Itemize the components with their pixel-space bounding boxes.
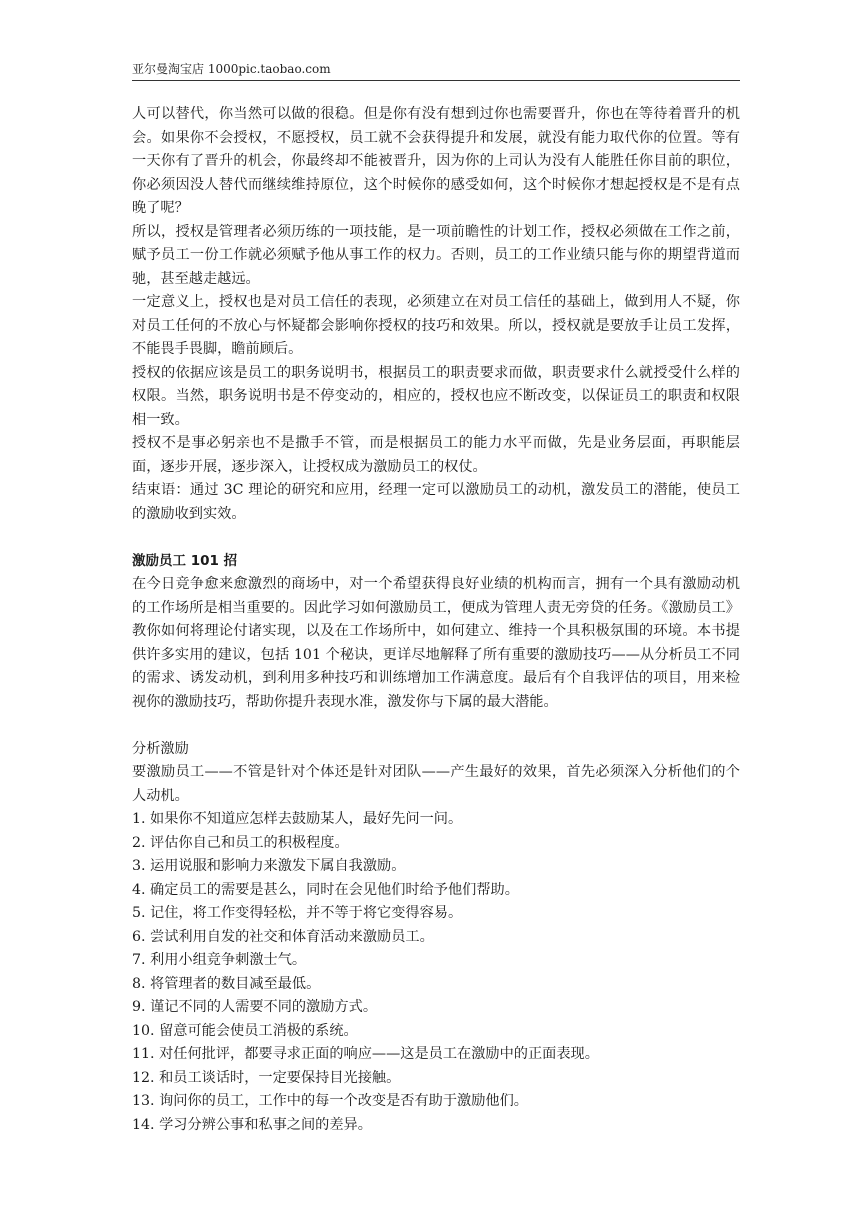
tips-list <box>132 808 740 1137</box>
document-page <box>132 60 740 1137</box>
intro-paragraph: 一定意义上，授权也是对员工信任的表现，必须建立在对员工信任的基础上，做到用人不疑，你对员工任何的不放心与怀疑都会影响你授权的技巧和效果。所以，授权就是要放手让员工发挥，不能畏手畏脚，瞻前顾后。 <box>132 294 740 357</box>
analysis-paragraph: 要激励员工——不管是针对个体还是针对团队——产生最好的效果，首先必须深入分析他们的个人动机。 <box>132 764 740 804</box>
intro-paragraph: 人可以替代，你当然可以做的很稳。但是你有没有想到过你也需要晋升，你也在等待着晋升的机会。如果你不会授权，不愿授权，员工就不会获得提升和发展，就没有能力取代你的位置。等有一天你有了晋升的机会，你最终却不能被晋升，因为你的上司认为没有人能胜任你目前的职位，你必须因没人替代而继续维持原位，这个时候你的感受如何，这个时候你才想起授权是不是有点晚了呢？ <box>132 106 740 216</box>
list-item: 11. 对任何批评，都要寻求正面的响应——这是员工在激励中的正面表现。 <box>132 1046 599 1062</box>
list-item: 9. 谨记不同的人需要不同的激励方式。 <box>132 999 378 1015</box>
conclusion-paragraph: 结束语：通过 3C 理论的研究和应用，经理一定可以激励员工的动机，激发员工的潜能，使员工的激励收到实效。 <box>132 482 740 522</box>
analysis-heading: 分析激励 <box>132 740 189 757</box>
list-item: 6. 尝试利用自发的社交和体育活动来激励员工。 <box>132 928 434 945</box>
section-paragraph: 在今日竞争愈来愈激烈的商场中，对一个希望获得良好业绩的机构而言，拥有一个具有激励动机的工作场所是相当重要的。因此学习如何激励员工，便成为管理人责无旁贷的任务。《激励员工》教你如何将理论付诸实现，以及在工作场所中，如何建立、维持一个具积极氛围的环境。本书提供许多实用的建议，包括 101 个秘诀，更详尽地解释了所有重要的激励技巧——从分析员工不同的需求、诱发动机，到利用多种技巧和训练增加工作满意度。最后有个自我评估的项目，用来检视你的激励技巧，帮助你提升表现水准，激发你与下属的最大潜能。 <box>132 576 740 710</box>
list-item: 3. 运用说服和影响力来激发下属自我激励。 <box>132 858 406 874</box>
list-item: 4. 确定员工的需要是甚么，同时在会见他们时给予他们帮助。 <box>132 881 519 898</box>
list-item: 13. 询问你的员工，工作中的每一个改变是否有助于激励他们。 <box>132 1093 528 1109</box>
list-item: 2. 评估你自己和员工的积极程度。 <box>132 834 349 851</box>
list-item: 12. 和员工谈话时，一定要保持目光接触。 <box>132 1069 401 1086</box>
section-title: 激励员工 101 招 <box>132 552 238 569</box>
list-item: 5. 记住，将工作变得轻松，并不等于将它变得容易。 <box>132 905 463 921</box>
intro-paragraph: 所以，授权是管理者必须历练的一项技能，是一项前瞻性的计划工作，授权必须做在工作之前，赋予员工一份工作就必须赋予他从事工作的权力。否则，员工的工作业绩只能与你的期望背道而驰，甚至越走越远。 <box>132 223 740 287</box>
document-body <box>132 103 740 1137</box>
list-item: 14. 学习分辨公事和私事之间的差异。 <box>132 1116 372 1133</box>
blank-line <box>132 714 740 738</box>
intro-paragraph: 授权的依据应该是员工的职务说明书，根据员工的职责要求而做，职责要求什么就授受什么样的权限。当然，职务说明书是不停变动的，相应的，授权也应不断改变，以保证员工的职责和权限相一致。 <box>132 364 740 428</box>
list-item: 1. 如果你不知道应怎样去鼓励某人，最好先问一问。 <box>132 811 463 827</box>
page-header: 亚尔曼淘宝店 1000pic.taobao.com <box>132 60 740 81</box>
list-item: 8. 将管理者的数目减至最低。 <box>132 975 321 992</box>
intro-paragraph: 授权不是事必躬亲也不是撒手不管，而是根据员工的能力水平而做，先是业务层面，再职能层面，逐步开展，逐步深入，让授权成为激励员工的权仗。 <box>132 435 740 475</box>
list-item: 7. 利用小组竞争刺激士气。 <box>132 952 307 968</box>
list-item: 10. 留意可能会使员工消极的系统。 <box>132 1022 358 1039</box>
blank-line <box>132 526 740 550</box>
